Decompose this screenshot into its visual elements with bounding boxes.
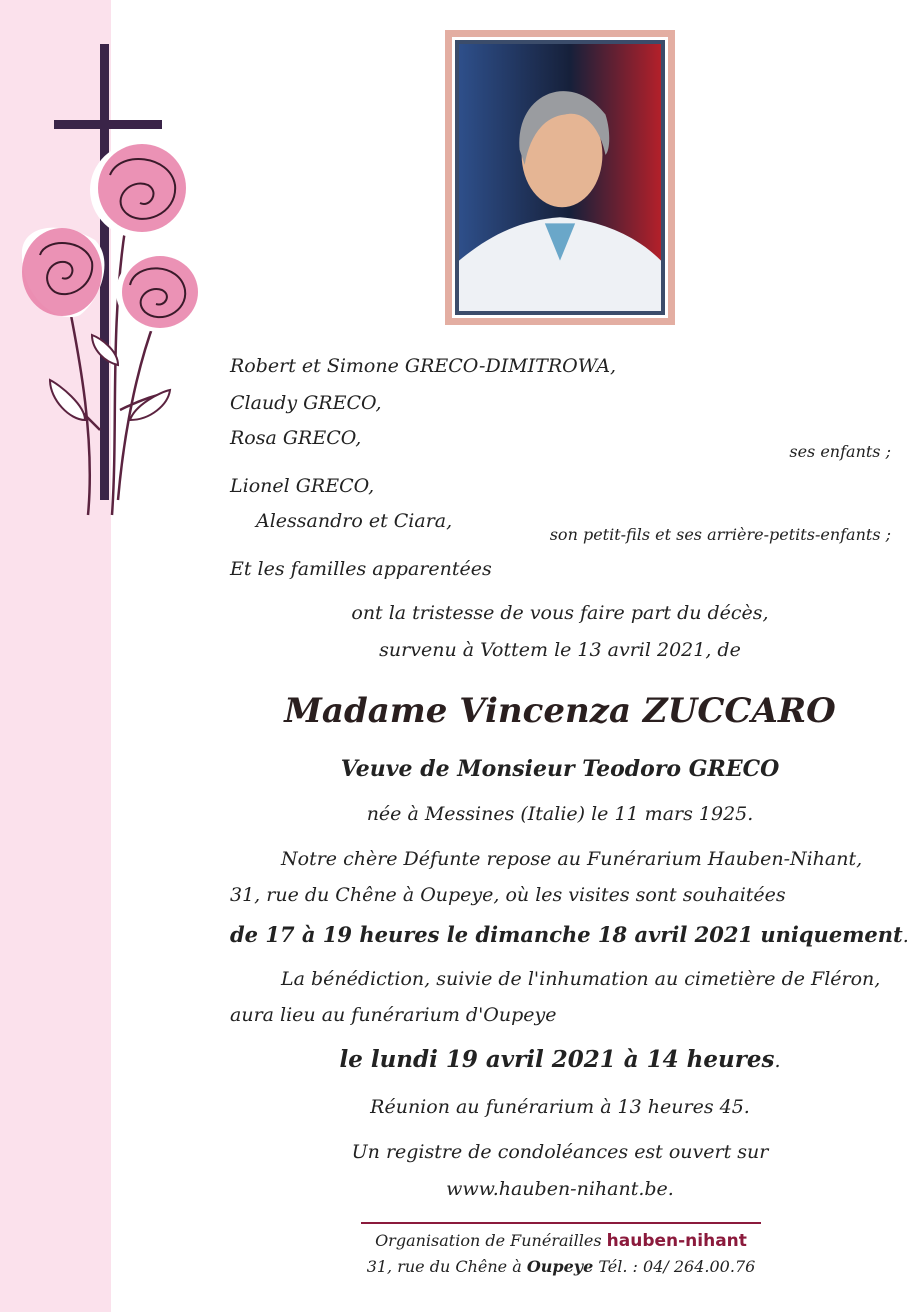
condolences-line: Un registre de condoléances est ouvert sur (351, 1141, 769, 1163)
children-label: ses enfants ; (789, 442, 891, 461)
spouse-line: Veuve de Monsieur Teodoro GRECO (340, 756, 780, 782)
footer-organisation: Organisation de Funérailles hauben-nihant (375, 1231, 747, 1251)
family-member-line: Robert et Simone GRECO-DIMITROWA, (230, 355, 617, 377)
family-member-line: Alessandro et Ciara, (256, 510, 453, 532)
rose-icon (90, 142, 190, 238)
portrait-frame (445, 30, 675, 325)
family-member-line: Et les familles apparentées (230, 558, 492, 580)
birth-line: née à Messines (Italie) le 11 mars 1925. (366, 803, 754, 825)
leaf-icon (50, 335, 170, 420)
family-member-line: Claudy GRECO, (230, 392, 382, 414)
portrait-photo (459, 44, 661, 311)
announcement-line: survenu à Vottem le 13 avril 2021, de (379, 639, 741, 661)
ceremony-line: aura lieu au funérarium d'Oupeye (230, 1004, 557, 1026)
rose-icon (22, 228, 105, 318)
family-member-line: Rosa GRECO, (230, 427, 362, 449)
website-link[interactable]: www.hauben-nihant.be. (446, 1178, 674, 1200)
cross-and-roses-illustration (0, 0, 215, 540)
footer-address: 31, rue du Chêne à Oupeye Tél. : 04/ 264.00.76 (366, 1257, 756, 1276)
ceremony-line: La bénédiction, suivie de l'inhumation au cimetière de Fléron, (281, 968, 881, 990)
visitation-time: de 17 à 19 heures le dimanche 18 avril 2021 uniquement. (230, 922, 909, 947)
rose-icon (116, 252, 204, 332)
visitation-line: 31, rue du Chêne à Oupeye, où les visites sont souhaitées (230, 884, 786, 906)
ceremony-time: le lundi 19 avril 2021 à 14 heures. (339, 1046, 781, 1073)
footer-divider (361, 1222, 761, 1224)
family-member-line: Lionel GRECO, (230, 475, 375, 497)
visitation-line: Notre chère Défunte repose au Funérarium Hauben-Nihant, (281, 848, 863, 870)
announcement-line: ont la tristesse de vous faire part du décès, (351, 602, 769, 624)
deceased-name: Madame Vincenza ZUCCARO (284, 691, 836, 731)
meeting-line: Réunion au funérarium à 13 heures 45. (370, 1096, 750, 1118)
brand-logo: hauben-nihant (606, 1231, 747, 1251)
grandchildren-label: son petit-fils et ses arrière-petits-enfants ; (549, 525, 891, 544)
